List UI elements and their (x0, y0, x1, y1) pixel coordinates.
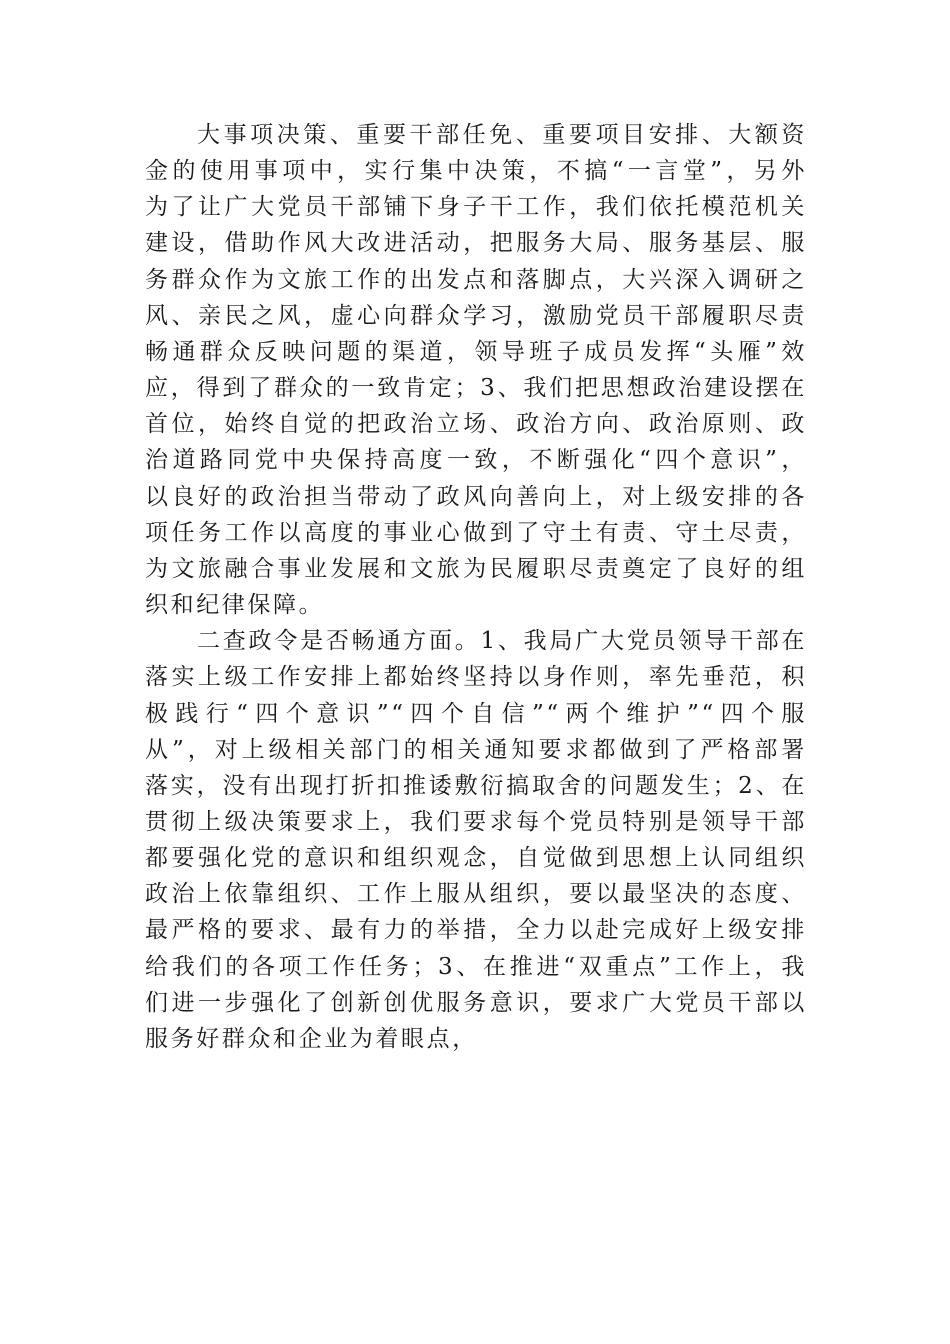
text-line: 治道路同党中央保持高度一致，不断强化“四个意识”， (145, 447, 807, 474)
text-line: 们进一步强化了创新创优服务意识，要求广大党员干部以 (145, 989, 807, 1016)
text-line: 都要强化党的意识和组织观念，自觉做到思想上认同组织 (145, 845, 807, 872)
text-line: 首位，始终自觉的把政治立场、政治方向、政治原则、政 (145, 411, 807, 438)
text-line: 二查政令是否畅通方面。1、我局广大党员领导干部在 (197, 628, 807, 655)
text-line: 应，得到了群众的一致肯定；3、我们把思想政治建设摆在 (145, 375, 807, 402)
text-line: 建设，借助作风大改进活动，把服务大局、服务基层、服 (145, 230, 807, 257)
text-line: 务群众作为文旅工作的出发点和落脚点，大兴深入调研之 (145, 266, 807, 293)
text-line: 大事项决策、重要干部任免、重要项目安排、大额资 (197, 122, 807, 148)
text-line: 项任务工作以高度的事业心做到了守土有责、守土尽责， (145, 519, 807, 546)
text-line: 为文旅融合事业发展和文旅为民履职尽责奠定了良好的组 (145, 555, 807, 582)
text-line: 落实，没有出现打折扣推诿敷衍搞取舍的问题发生；2、在 (145, 772, 807, 799)
text-line: 金的使用事项中，实行集中决策，不搞“一言堂”，另外 (145, 158, 807, 185)
text-line: 贯彻上级决策要求上，我们要求每个党员特别是领导干部 (145, 808, 807, 835)
text-line: 落实上级工作安排上都始终坚持以身作则，率先垂范，积 (145, 664, 807, 691)
paragraph-2 (145, 623, 807, 1057)
text-line: 风、亲民之风，虚心向群众学习，激励党员干部履职尽责 (145, 302, 807, 329)
text-line: 服务好群众和企业为着眼点， (145, 1025, 478, 1052)
text-line: 畅通群众反映问题的渠道，领导班子成员发挥“头雁”效 (145, 338, 807, 365)
text-line: 最严格的要求、最有力的举措，全力以赴完成好上级安排 (145, 917, 807, 944)
text-line: 从”，对上级相关部门的相关通知要求都做到了严格部署 (145, 736, 807, 763)
text-line: 为了让广大党员干部铺下身子干工作，我们依托模范机关 (145, 194, 807, 221)
paragraph-1 (145, 117, 807, 623)
text-line: 以良好的政治担当带动了政风向善向上，对上级安排的各 (145, 483, 807, 510)
text-line: 织和纪律保障。 (145, 592, 325, 619)
text-line: 给我们的各项工作任务；3、在推进“双重点”工作上，我 (145, 953, 807, 980)
document-body (145, 117, 807, 1057)
text-line: 极践行“四个意识”“四个自信”“两个维护”“四个服 (145, 700, 807, 727)
text-line: 政治上依靠组织、工作上服从组织，要以最坚决的态度、 (145, 881, 807, 908)
